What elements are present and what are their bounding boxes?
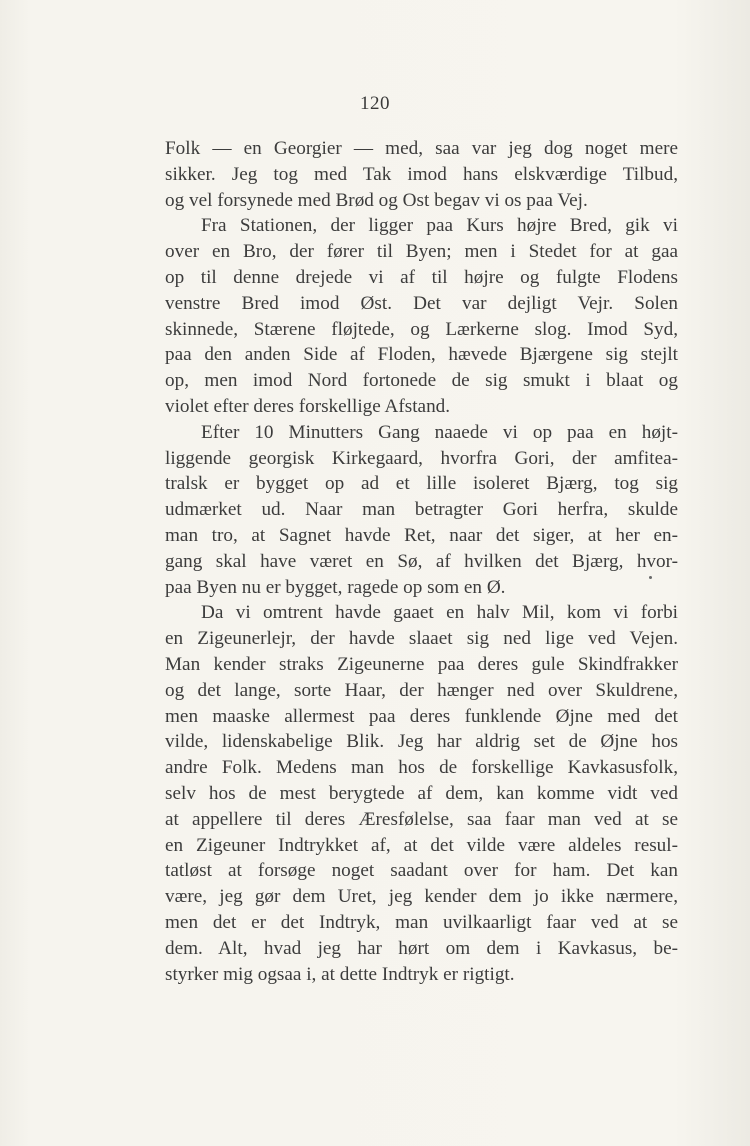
text-line: Efter 10 Minutters Gang naaede vi op paa en højt- (201, 421, 678, 443)
text-line: tatløst at forsøge noget saadant over for ham. Det kan (165, 860, 678, 882)
text-line: paa den anden Side af Floden, hævede Bjærgene sig stejlt (165, 344, 678, 366)
text-line: andre Folk. Medens man hos de forskellige Kavkasusfolk, (165, 757, 678, 779)
text-line: men maaske allermest paa deres funklende Øjne med det (165, 705, 678, 727)
text-line: op til denne drejede vi af til højre og fulgte Flodens (165, 266, 678, 288)
text-line: Da vi omtrent havde gaaet en halv Mil, kom vi forbi (201, 602, 678, 624)
text-line: venstre Bred imod Øst. Det var dejligt Vejr. Solen (165, 292, 678, 314)
print-speck (649, 576, 652, 579)
text-line: sikker. Jeg tog med Tak imod hans elskværdige Tilbud, (165, 163, 678, 185)
text-line: og vel forsynede med Brød og Ost begav vi os paa Vej. (165, 189, 588, 211)
text-line: Folk — en Georgier — med, saa var jeg dog noget mere (165, 138, 678, 159)
text-line: tralsk er bygget op ad et lille isoleret Bjærg, tog sig (165, 473, 678, 495)
body-text (165, 136, 678, 987)
page-number: 120 (360, 93, 390, 114)
text-line: Fra Stationen, der ligger paa Kurs højre Bred, gik vi (201, 215, 678, 237)
text-line: over en Bro, der fører til Byen; men i Stedet for at gaa (165, 241, 678, 263)
text-line: gang skal have været en Sø, af hvilken det Bjærg, hvor- (165, 550, 678, 572)
text-line: udmærket ud. Naar man betragter Gori herfra, skulde (165, 499, 678, 521)
text-line: man tro, at Sagnet havde Ret, naar det siger, at her en- (165, 524, 678, 546)
text-line: men det er det Indtryk, man uvilkaarligt faar ved at se (165, 911, 678, 933)
text-line: selv hos de mest berygtede af dem, kan komme vidt ved (165, 782, 678, 804)
text-line: op, men imod Nord fortonede de sig smukt i blaat og (165, 370, 678, 392)
text-line: paa Byen nu er bygget, ragede op som en Ø. (165, 576, 506, 598)
text-line: liggende georgisk Kirkegaard, hvorfra Gori, der amfitea- (165, 447, 678, 469)
text-line: violet efter deres forskellige Afstand. (165, 395, 451, 417)
text-line: dem. Alt, hvad jeg har hørt om dem i Kavkasus, be- (165, 937, 678, 959)
text-line: en Zigeuner Indtrykket af, at det vilde være aldeles resul- (165, 834, 678, 856)
text-line: vilde, lidenskabelige Blik. Jeg har aldrig set de Øjne hos (165, 731, 678, 753)
text-line: og det lange, sorte Haar, der hænger ned over Skuldrene, (165, 679, 678, 701)
text-line: være, jeg gør dem Uret, jeg kender dem jo ikke nærmere, (165, 886, 678, 908)
text-line: at appellere til deres Æresfølelse, saa faar man ved at se (165, 808, 678, 830)
text-line: en Zigeunerlejr, der havde slaaet sig ned lige ved Vejen. (165, 628, 678, 650)
text-line: styrker mig ogsaa i, at dette Indtryk er rigtigt. (165, 963, 515, 985)
text-line: Man kender straks Zigeunerne paa deres gule Skindfrakker (165, 653, 678, 675)
text-line: skinnede, Stærene fløjtede, og Lærkerne slog. Imod Syd, (165, 318, 678, 340)
